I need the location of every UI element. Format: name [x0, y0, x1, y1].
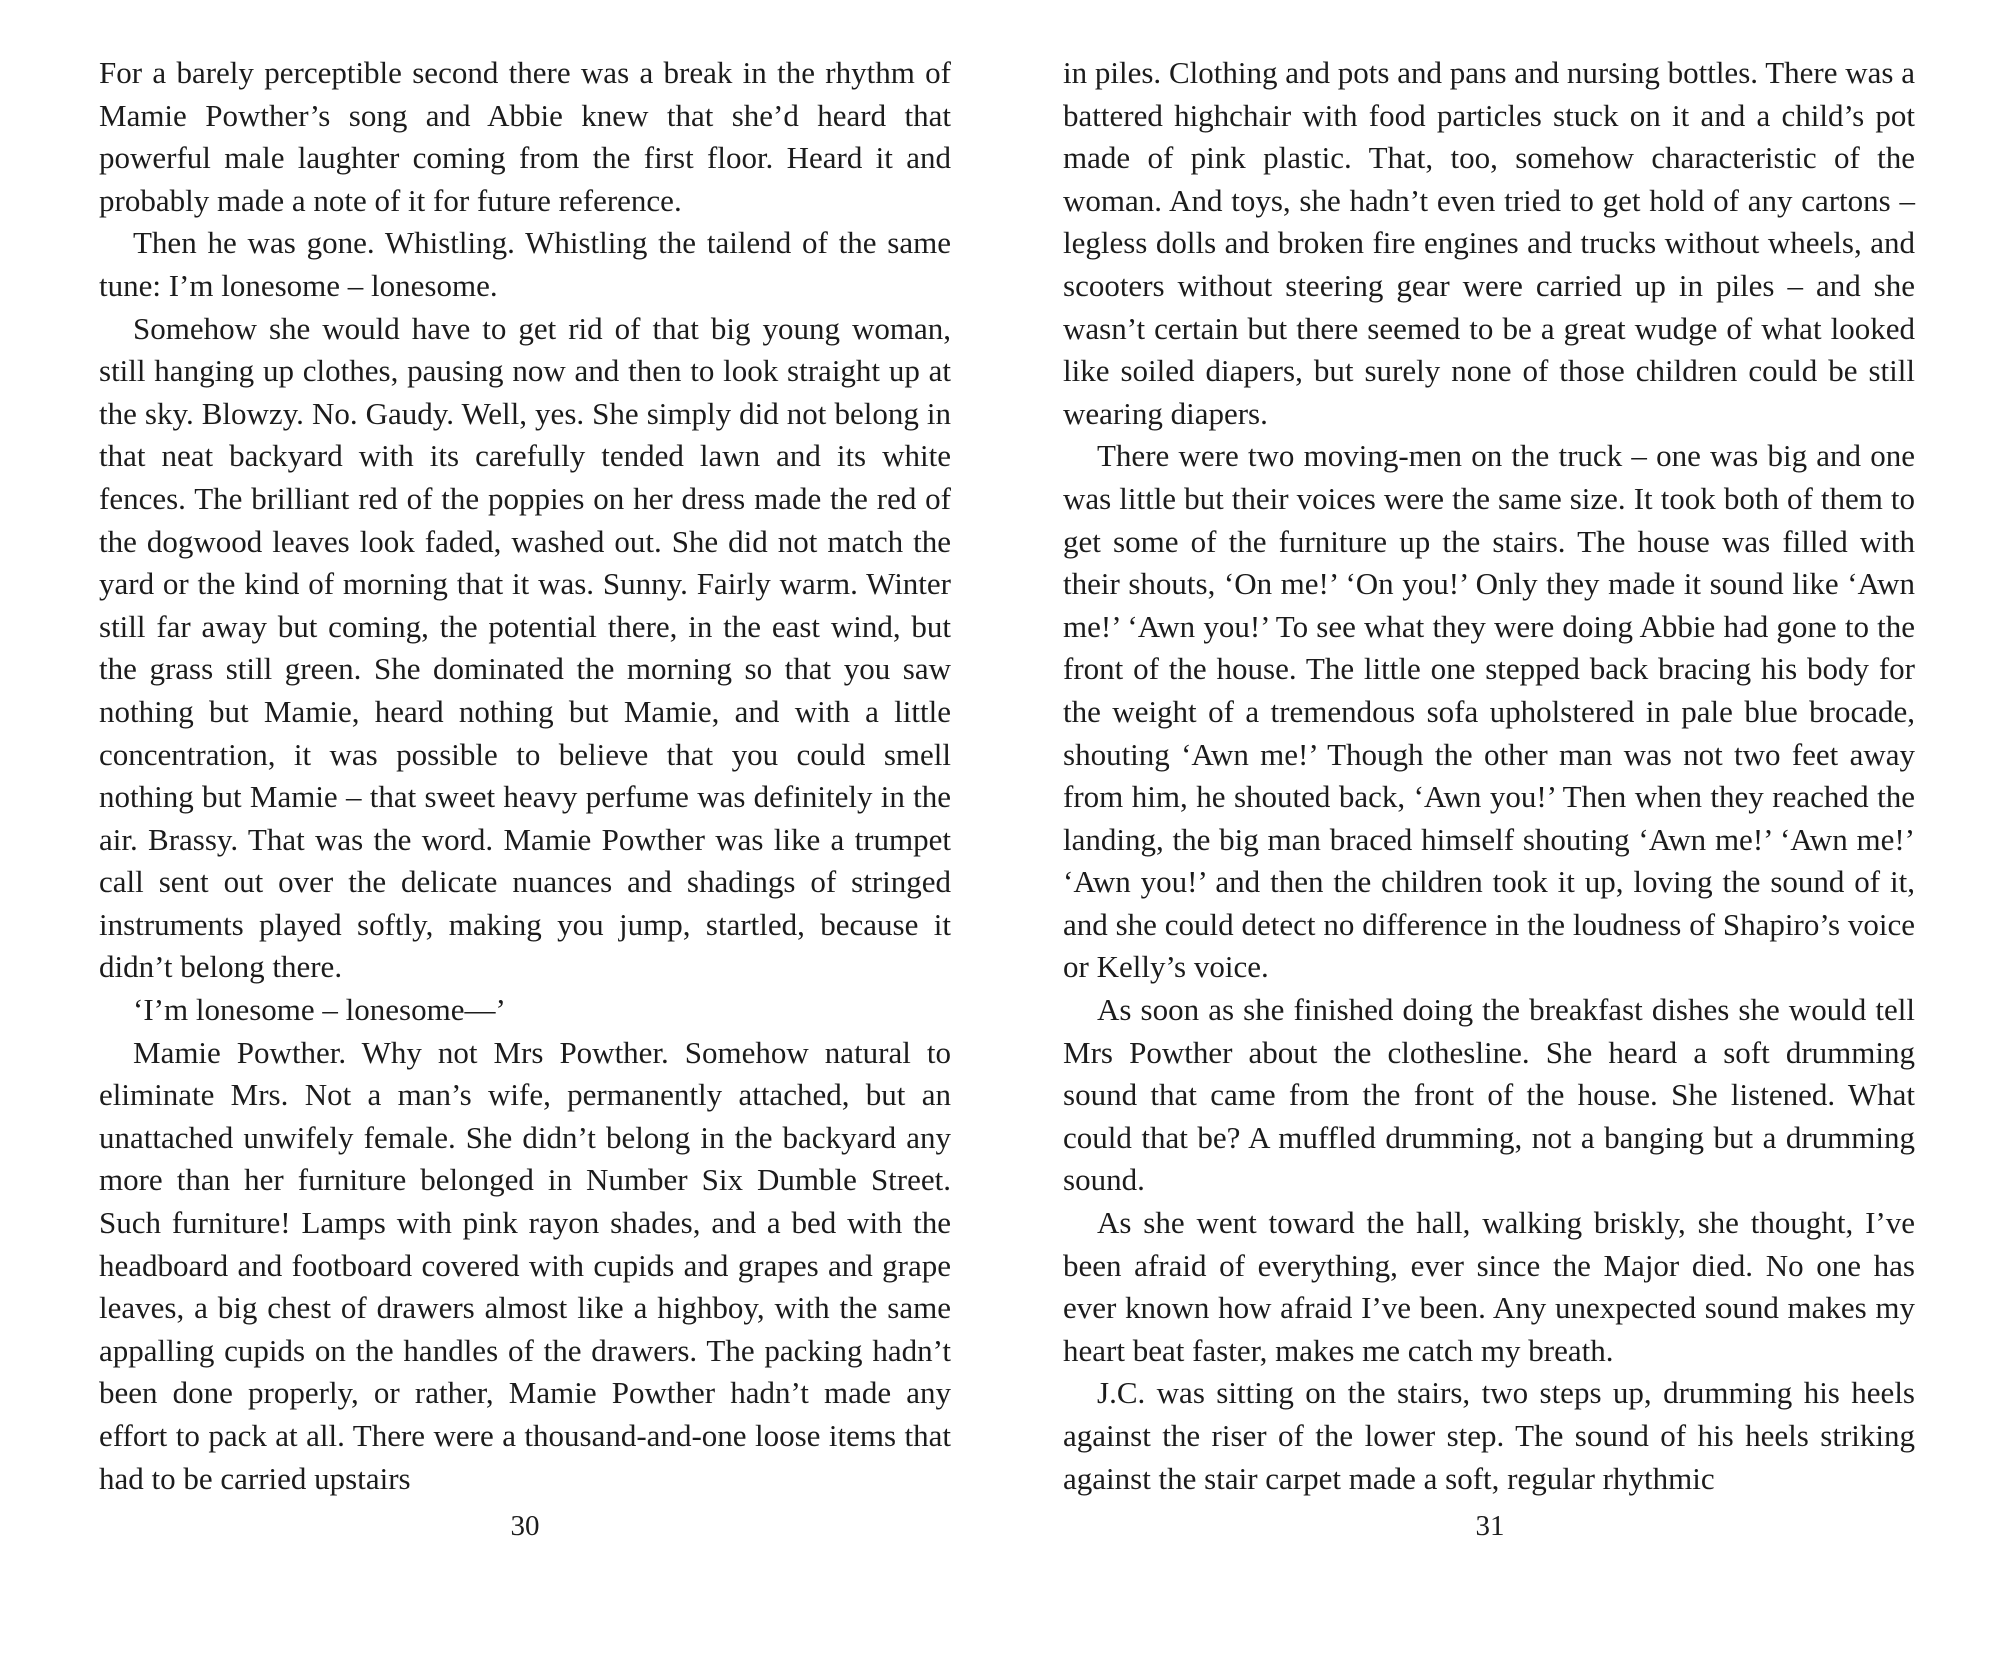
paragraph: As she went toward the hall, walking briskly, she thought, I’ve been afraid of everything, ever since the Major died. No one has ever known how afraid I’ve been. Any unexpected sound makes my heart beat faster, makes me catch my breath.: [1063, 1205, 1915, 1368]
paragraph: As soon as she finished doing the breakfast dishes she would tell Mrs Powther about the clothesline. She heard a soft drumming sound that came from the front of the house. She listened. What could that be? A muffled drumming, not a banging but a drumming sound.: [1063, 992, 1915, 1198]
paragraph: Then he was gone. Whistling. Whistling the tailend of the same tune: I’m lonesome – lonesome.: [99, 225, 951, 303]
paragraph: There were two moving-men on the truck – one was big and one was little but their voices were the same size. It took both of them to get some of the furniture up the stairs. The house was filled with their shouts, ‘On me!’ ‘On you!’ Only they made it sound like ‘Awn me!’ ‘Awn you!’ To see what they were doing Abbie had gone to the front of the house. The little one stepped back bracing his body for the weight of a tremendous sofa upholstered in pale blue brocade, shouting ‘Awn me!’ Though the other man was not two feet away from him, he shouted back, ‘Awn you!’ Then when they reached the landing, the big man braced himself shouting ‘Awn me!’ ‘Awn me!’ ‘Awn you!’ and then the children took it up, loving the sound of it, and she could detect no difference in the loudness of Shapiro’s voice or Kelly’s voice.: [1063, 438, 1915, 985]
paragraph: in piles. Clothing and pots and pans and nursing bottles. There was a battered highchair with food particles stuck on it and a child’s pot made of pink plastic. That, too, somehow characteristic of the woman. And toys, she hadn’t even tried to get hold of any cartons – legless dolls and broken fire engines and trucks without wheels, and scooters without steering gear were carried up in piles – and she wasn’t certain but there seemed to be a great wudge of what looked like soiled diapers, but surely none of those children could be still wearing diapers.: [1063, 55, 1915, 431]
paragraph: Mamie Powther. Why not Mrs Powther. Somehow natural to eliminate Mrs. Not a man’s wife, permanently attached, but an unattached unwifely female. She didn’t belong in the backyard any more than her furniture belonged in Number Six Dumble Street. Such furniture! Lamps with pink rayon shades, and a bed with the headboard and footboard covered with cupids and grapes and grape leaves, a big chest of drawers almost like a highboy, with the same appalling cupids on the handles of the drawers. The packing hadn’t been done properly, or rather, Mamie Powther hadn’t made any effort to pack at all. There were a thousand-and-one loose items that had to be carried upstairs: [99, 1034, 951, 1496]
page-number: 31: [1475, 1510, 1505, 1542]
paragraph: For a barely perceptible second there was a break in the rhythm of Mamie Powther’s song and Abbie knew that she’d heard that powerful male laughter coming from the first floor. Heard it and probably made a note of it for future reference.: [99, 55, 951, 218]
left-page-text: [99, 52, 951, 1500]
paragraph: ‘I’m lonesome – lonesome—’: [133, 992, 506, 1028]
right-page: [1000, 0, 2000, 1667]
paragraph: Somehow she would have to get rid of that big young woman, still hanging up clothes, pausing now and then to look straight up at the sky. Blowzy. No. Gaudy. Well, yes. She simply did not belong in that neat backyard with its carefully tended lawn and its white fences. The brilliant red of the poppies on her dress made the red of the dogwood leaves look faded, washed out. She did not match the yard or the kind of morning that it was. Sunny. Fairly warm. Winter still far away but coming, the potential there, in the east wind, but the grass still green. She dominated the morning so that you saw nothing but Mamie, heard nothing but Mamie, and with a little concentration, it was possible to believe that you could smell nothing but Mamie – that sweet heavy perfume was definitely in the air. Brassy. That was the word. Mamie Powther was like a trumpet call sent out over the delicate nuances and shadings of stringed instruments played softly, making you jump, startled, because it didn’t belong there.: [99, 310, 951, 985]
paragraph: J.C. was sitting on the stairs, two steps up, drumming his heels against the riser of the lower step. The sound of his heels striking against the stair carpet made a soft, regular rhythmic: [1063, 1375, 1915, 1496]
page-number: 30: [510, 1510, 540, 1542]
right-page-text: [1063, 52, 1915, 1500]
